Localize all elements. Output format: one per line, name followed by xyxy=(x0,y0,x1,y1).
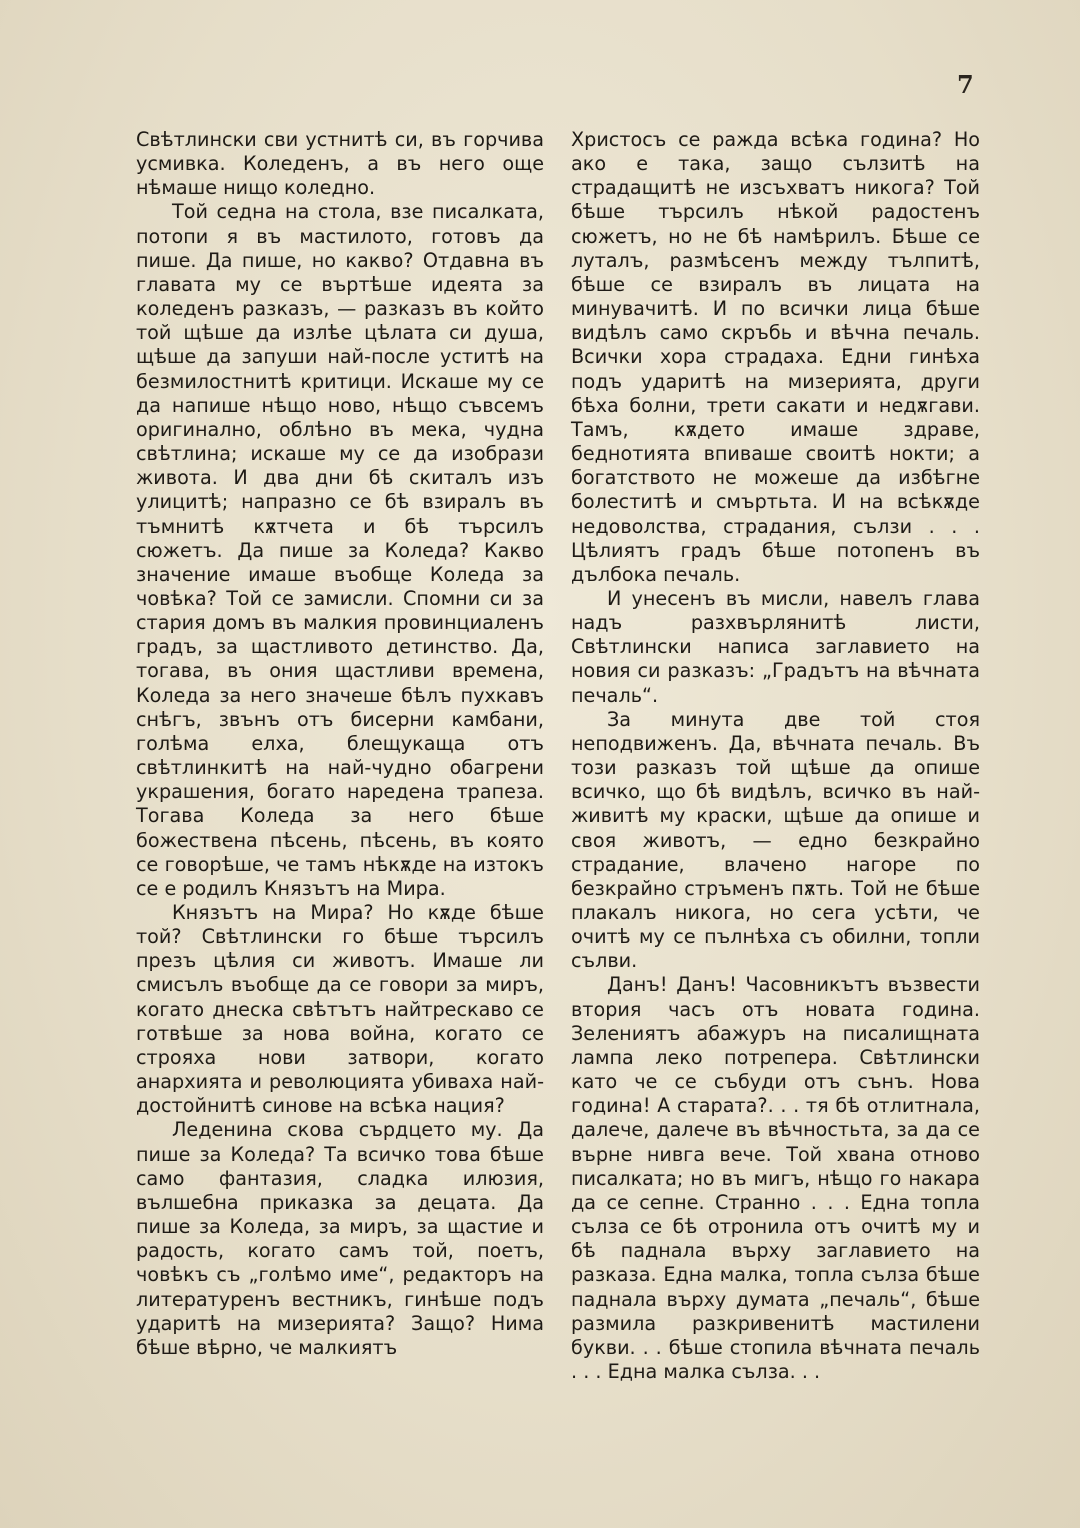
page-number: 7 xyxy=(957,70,974,99)
paragraph: Той седна на стола, взе писалката, потопи я въ мастилото, готовъ да пише. Да пише, но какво? Отдавна въ главата му се въртѣше идеята за коледенъ разказъ, — разказъ въ който той щѣше да излѣе цѣлата си душа, щѣше да запуши най-после уститѣ на безмилостнитѣ критици. Искаше му се да напише нѣщо ново, нѣщо съвсемъ оригинално, облѣно въ мека, чудна свѣтлина; искаше му се да изобрази живота. И два дни бѣ скиталъ изъ улицитѣ; напразно се бѣ взиралъ въ тъмнитѣ кѫтчета и бѣ търсилъ сюжетъ. Да пише за Коледа? Какво значение имаше въобще Коледа за човѣка? Той се замисли. Спомни си за стария домъ въ малкия провинциаленъ градъ, за щастливото детинство. Да, тогава, въ ония щастливи времена, Коледа за него значеше бѣлъ пухкавъ снѣгъ, звънъ отъ бисерни камбани, голѣма елха, блещукаща отъ свѣтлинкитѣ на най-чудно обагрени украшения, богато наредена трапеза. Тогава Коледа за него бѣше божествена пѣсень, пѣсень, въ която се говорѣше, че тамъ нѣкѫде на изтокъ се е родилъ Князътъ на Мира. xyxy=(136,200,544,900)
right-column xyxy=(571,128,980,1384)
paragraph: Христосъ се ражда всѣка година? Но ако е така, защо сълзитѣ на страдащитѣ не изсъхватъ никога? Той бѣше търсилъ нѣкой радостенъ сюжетъ, но не бѣ намѣрилъ. Бѣше се луталъ, размѣсенъ между тълпитѣ, бѣше се взиралъ въ лицата на минувачитѣ. И по всички лица бѣше видѣлъ само скръбь и вѣчна печаль. Всички хора страдаха. Едни гинѣха подъ ударитѣ на мизерията, други бѣха болни, трети сакати и недѫгави. Тамъ, кѫдето имаше здраве, беднотията впиваше своитѣ нокти; а богатството не можеше да избѣгне болеститѣ и смъртьта. И на всѣкѫде недоволства, страдания, сълзи . . . Цѣлиятъ градъ бѣше потопенъ въ дълбока печаль. xyxy=(571,128,980,586)
paragraph: Свѣтлински сви устнитѣ си, въ горчива усмивка. Коледенъ, а въ него още нѣмаше нищо коледно. xyxy=(136,128,544,200)
paragraph: Леденина скова сърдцето му. Да пише за Коледа? Та всичко това бѣше само фантазия, сладка илюзия, вълшебна приказка за децата. Да пише за Коледа, за миръ, за щастие и радость, когато самъ той, поетъ, човѣкъ съ „голѣмо име“, редакторъ на литературенъ вестникъ, гинѣше подъ ударитѣ на мизерията? Защо? Нима бѣше вѣрно, че малкиятъ xyxy=(136,1118,544,1359)
left-column xyxy=(136,128,544,1360)
paragraph: И унесенъ въ мисли, навелъ глава надъ разхвърлянитѣ листи, Свѣтлински написа заглавието на новия си разказъ: „Градътъ на вѣчната печаль“. xyxy=(571,586,980,707)
paragraph: Князътъ на Мира? Но кѫде бѣше той? Свѣтлински го бѣше търсилъ презъ цѣлия си животъ. Имаше ли смисълъ въобще да се говори за миръ, когато днеска свѣтътъ найтрескаво се готвѣше за нова война, когато се строяха нови затвори, когато анархията и революцията убиваха най-достойнитѣ синове на всѣка нация? xyxy=(136,901,544,1118)
paragraph: Данъ! Данъ! Часовникътъ възвести втория часъ отъ новата година. Зелениятъ абажуръ на писалищната лампа леко потрепера. Свѣтлински като че се събуди отъ сънъ. Нова година! А старата?. . . тя бѣ отлитнала, далече, далече въ вѣчностьта, за да се върне нивга вече. Той хвана отново писалката; но въ мигъ, нѣщо го накара да се сепне. Странно . . . Една топла сълза се бѣ отронила отъ очитѣ му и бѣ паднала върху заглавието на разказа. Една малка, топла сълза бѣше паднала върху думата „печаль“, бѣше размила разкривенитѣ мастилени букви. . . бѣше стопила вѣчната печаль . . . Една малка сълза. . . xyxy=(571,973,980,1383)
paragraph: За минута две той стоя неподвиженъ. Да, вѣчната печаль. Въ този разказъ той щѣше да опише всичко, що бѣ видѣлъ, всичко въ най-живитѣ му краски, щѣше да опише и своя животъ, — едно безкрайно страдание, влачено нагоре по безкрайно стръменъ пѫть. Той не бѣше плакалъ никога, но сега усѣти, че очитѣ му се пълнѣха съ обилни, топли сълви. xyxy=(571,707,980,973)
